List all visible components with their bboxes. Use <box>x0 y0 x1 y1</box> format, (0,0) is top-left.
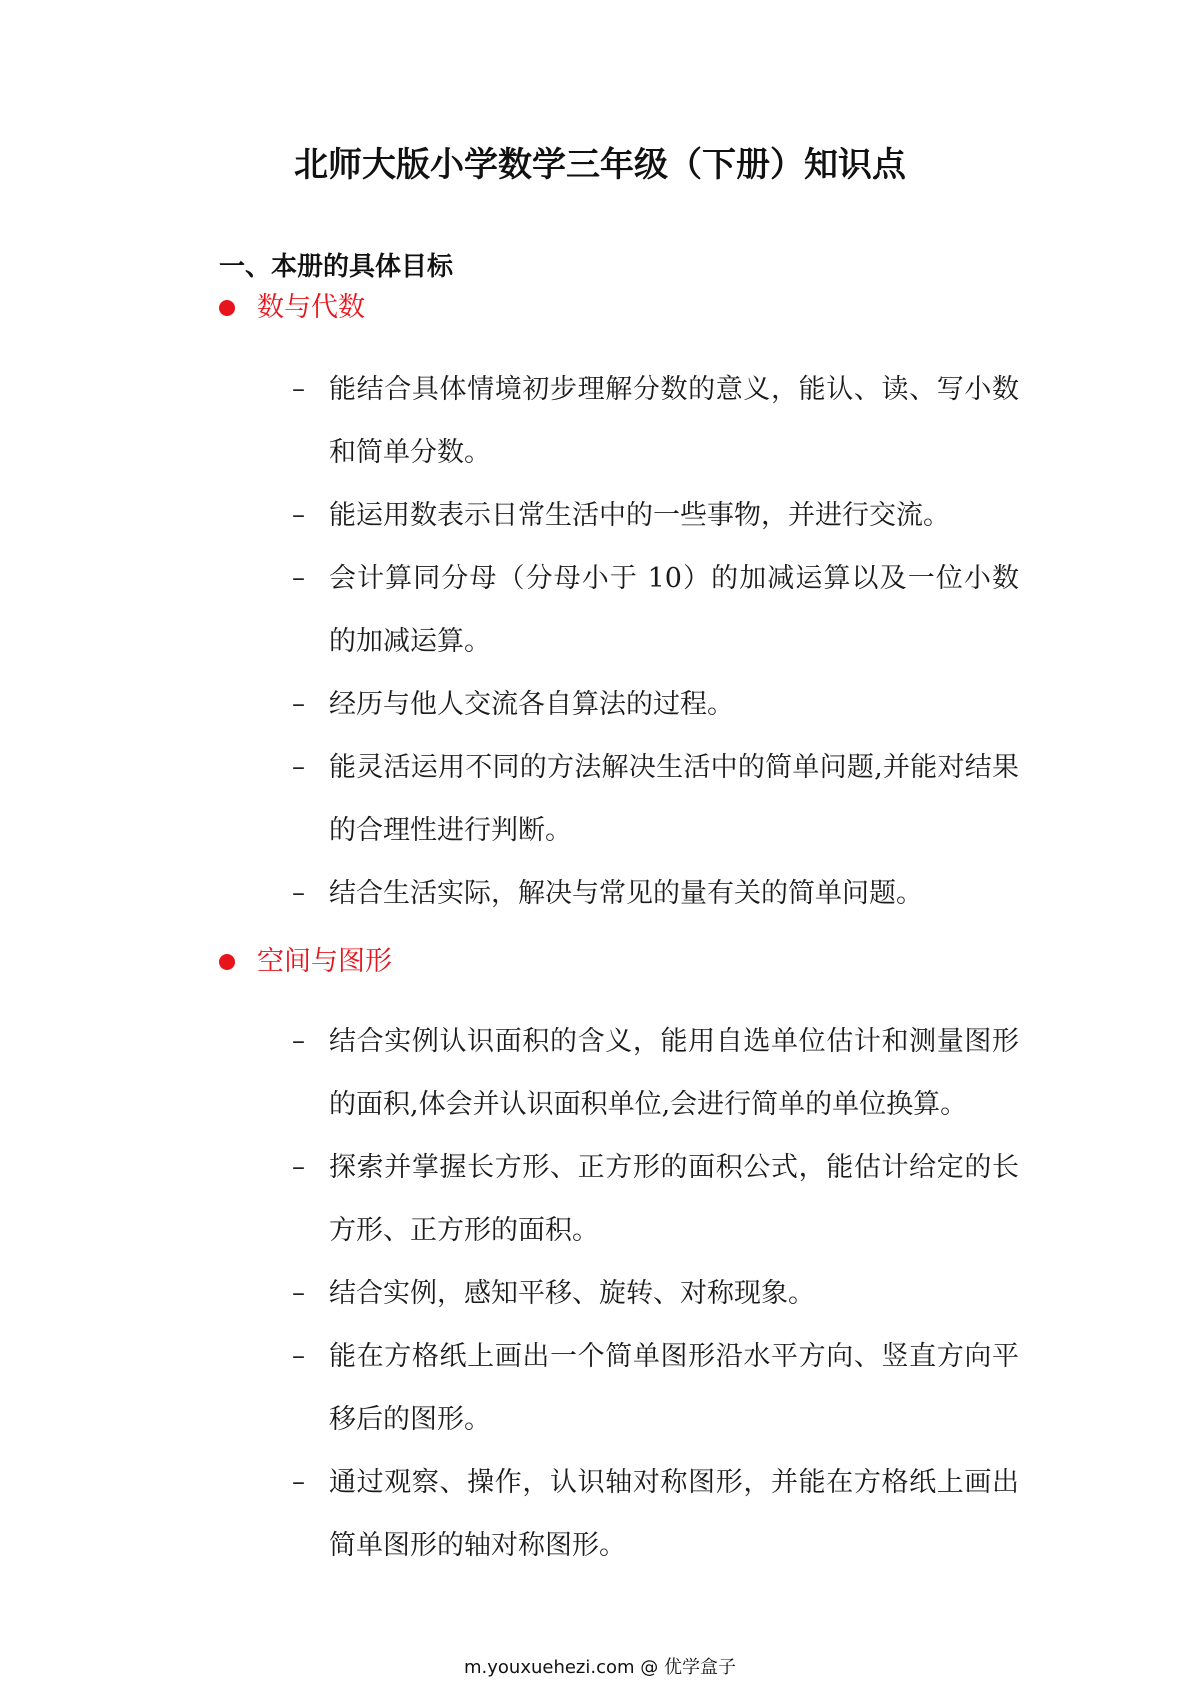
dash-icon: – <box>292 1152 305 1182</box>
dash-icon: – <box>292 752 305 782</box>
list-item <box>292 1451 1032 1577</box>
list-item-text: 能结合具体情境初步理解分数的意义，能认、读、写小数和简单分数。 <box>329 374 1019 468</box>
bullet-dot-icon <box>219 300 235 316</box>
dash-icon: – <box>292 374 305 404</box>
list-item <box>292 1325 1032 1451</box>
list-item-text: 结合生活实际，解决与常见的量有关的简单问题。 <box>329 878 923 909</box>
list-item-text: 结合实例认识面积的含义，能用自选单位估计和测量图形的面积,体会并认识面积单位,会进行简单的单位换算。 <box>329 1026 1019 1120</box>
list-item-text: 通过观察、操作，认识轴对称图形，并能在方格纸上画出简单图形的轴对称图形。 <box>329 1467 1019 1561</box>
document-title: 北师大版小学数学三年级（下册）知识点 <box>294 145 906 185</box>
footer-watermark: m.youxuehezi.com @ 优学盒子 <box>463 1657 736 1678</box>
list-item-text: 探索并掌握长方形、正方形的面积公式，能估计给定的长方形、正方形的面积。 <box>329 1152 1019 1246</box>
list-item-text: 能在方格纸上画出一个简单图形沿水平方向、竖直方向平移后的图形。 <box>329 1341 1019 1435</box>
dash-icon: – <box>292 1467 305 1497</box>
list-item <box>292 1010 1032 1136</box>
dash-icon: – <box>292 1341 305 1371</box>
dash-icon: – <box>292 878 305 908</box>
subsection-number-algebra <box>219 294 365 321</box>
list-item <box>292 358 1032 484</box>
list-item <box>292 1136 1032 1262</box>
list-item-text: 会计算同分母（分母小于 10）的加减运算以及一位小数的加减运算。 <box>329 563 1019 657</box>
list-item-text: 能运用数表示日常生活中的一些事物，并进行交流。 <box>329 500 950 531</box>
dash-icon: – <box>292 500 305 530</box>
list-item-text: 经历与他人交流各自算法的过程。 <box>329 689 734 720</box>
dash-icon: – <box>292 1026 305 1056</box>
list-item-text: 能灵活运用不同的方法解决生活中的简单问题,并能对结果的合理性进行判断。 <box>329 752 1019 846</box>
list-item <box>292 736 1032 862</box>
list-item <box>292 484 1032 547</box>
bullet-dot-icon <box>219 954 235 970</box>
list-item <box>292 1262 1032 1325</box>
list-item <box>292 673 1032 736</box>
subsection-space-shapes <box>219 948 392 975</box>
subsection-label: 数与代数 <box>257 292 365 323</box>
list-item <box>292 862 1032 925</box>
list-item <box>292 547 1032 673</box>
section-heading: 一、本册的具体目标 <box>219 252 454 282</box>
subsection-label: 空间与图形 <box>257 946 392 977</box>
dash-icon: – <box>292 1278 305 1308</box>
dash-icon: – <box>292 563 305 593</box>
dash-icon: – <box>292 689 305 719</box>
list-item-text: 结合实例，感知平移、旋转、对称现象。 <box>329 1278 815 1309</box>
